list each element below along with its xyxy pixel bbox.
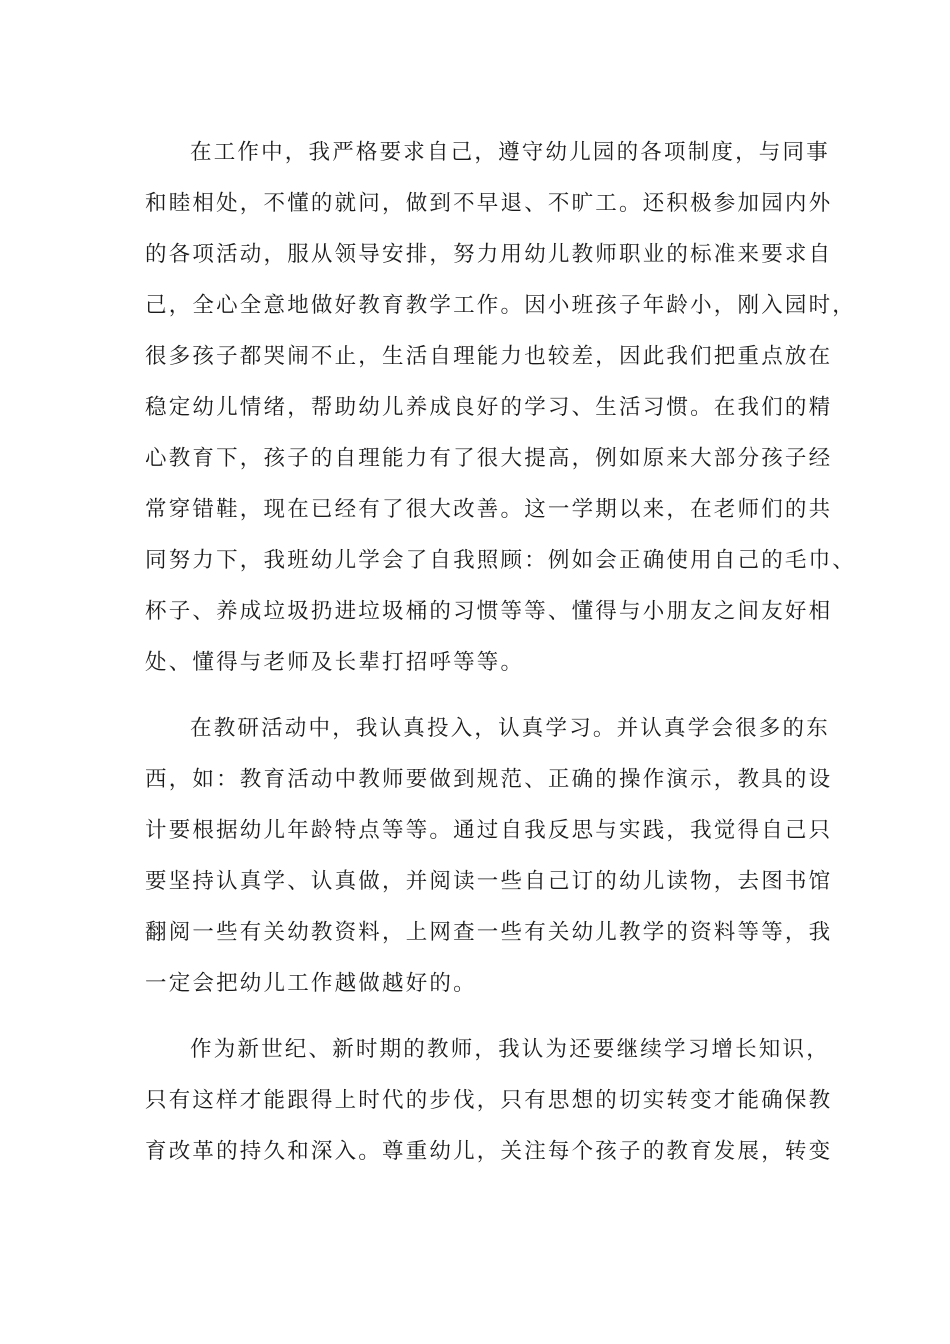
text-line: 和睦相处，不懂的就问，做到不早退、不旷工。还积极参加园内外 — [145, 191, 833, 216]
paragraph-spacer — [145, 688, 805, 703]
text-line: 的各项活动，服从领导安排，努力用幼儿教师职业的标准来要求自 — [145, 242, 833, 267]
text-line: 一定会把幼儿工作越做越好的。 — [145, 971, 477, 996]
paragraph-teacher — [145, 1024, 833, 1177]
paragraph-research — [145, 703, 833, 1009]
text-line: 处、懂得与老师及长辈打招呼等等。 — [145, 650, 525, 675]
text-line: 己，全心全意地做好教育教学工作。因小班孩子年龄小，刚入园时， — [145, 293, 857, 318]
text-line: 翻阅一些有关幼教资料，上网查一些有关幼儿教学的资料等等，我 — [145, 920, 833, 945]
document-body — [145, 127, 857, 1177]
text-line: 在工作中，我严格要求自己，遵守幼儿园的各项制度，与同事 — [190, 140, 830, 165]
text-line: 育改革的持久和深入。尊重幼儿，关注每个孩子的教育发展，转变 — [145, 1139, 833, 1164]
text-line: 要坚持认真学、认真做，并阅读一些自己订的幼儿读物，去图书馆 — [145, 869, 833, 894]
text-line: 稳定幼儿情绪，帮助幼儿养成良好的学习、生活习惯。在我们的精 — [145, 395, 833, 420]
text-line: 计要根据幼儿年龄特点等等。通过自我反思与实践，我觉得自己只 — [145, 818, 833, 843]
text-line: 只有这样才能跟得上时代的步伐，只有思想的切实转变才能确保教 — [145, 1088, 833, 1113]
text-line: 杯子、养成垃圾扔进垃圾桶的习惯等等、懂得与小朋友之间友好相 — [145, 599, 833, 624]
paragraph-work — [145, 127, 857, 688]
text-line: 西，如：教育活动中教师要做到规范、正确的操作演示，教具的设 — [145, 767, 833, 792]
text-line: 常穿错鞋，现在已经有了很大改善。这一学期以来，在老师们的共 — [145, 497, 833, 522]
text-line: 心教育下，孩子的自理能力有了很大提高，例如原来大部分孩子经 — [145, 446, 833, 471]
text-line: 在教研活动中，我认真投入，认真学习。并认真学会很多的东 — [190, 716, 830, 741]
text-line: 作为新世纪、新时期的教师，我认为还要继续学习增长知识， — [190, 1037, 830, 1062]
paragraph-spacer — [145, 1009, 805, 1024]
text-line: 同努力下，我班幼儿学会了自我照顾：例如会正确使用自己的毛巾、 — [145, 548, 857, 573]
text-line: 很多孩子都哭闹不止，生活自理能力也较差，因此我们把重点放在 — [145, 344, 833, 369]
